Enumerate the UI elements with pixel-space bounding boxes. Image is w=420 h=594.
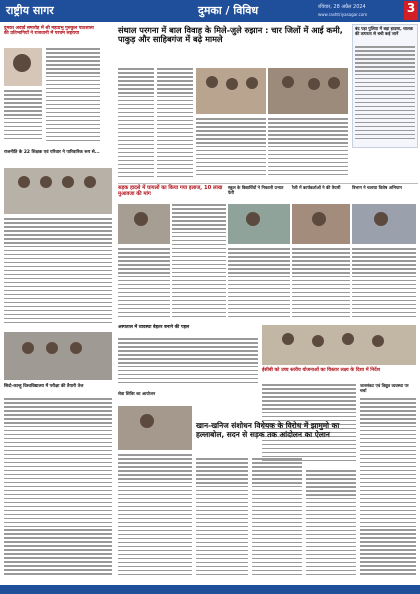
left-top-photo [4,48,42,86]
divider [118,183,418,184]
left-bottom-headline: राजनीति के 22 शिक्षक एवं परिवार ने पारिवारिक रूप से... [4,150,100,155]
right-top-body [355,46,415,144]
left-top-headline: दुमका अवार्ड समारोह में श्री महाप्रभु गुरुकुल पाठशाला की प्रतिभागियों ने राजधानी में परचम लहराया [4,26,94,37]
bottom-big-body-2 [252,458,302,580]
right-top-headline: बंद पड़ा पुलिया में बड़ा हादसा, चालक की तत्परता से बची कई जानें [355,26,413,36]
middle-photo-4 [352,204,416,244]
bottom-big-headline: खान-खनिज संशोधन विधेयक के विरोध में झामुमो का हल्लाबोल, सदन से सड़क तक आंदोलन का ऐलान [196,421,340,439]
middle-headline-1: सड़क हादसे में घायलों का किया गया इलाज, 10 लाख मुआवजा की मांग [118,185,223,197]
bottom-middle-body [118,454,192,580]
website: www.rashtriyasagar.com [318,12,368,17]
middle-headline-3: रैली में कार्यकर्ताओं ने की तैयारी [292,185,341,190]
main-body-col-3 [196,118,266,180]
main-body-col-2 [157,68,193,180]
issue-date: रविवार, 28 अप्रैल 2024 [318,4,366,10]
bottom-big-body-1 [196,458,248,580]
footer-band [0,585,420,594]
middle-body-4 [292,248,350,322]
left-top-body [46,48,100,144]
masthead [0,0,420,22]
section-title: दुमका / विविध [198,4,259,17]
middle-body-1 [172,204,226,322]
main-body-col-4 [268,118,348,180]
bottom-left-body [4,398,112,580]
middle-body-5 [352,248,416,322]
middle-body-3 [228,248,290,322]
main-headline: संथाल परगना में बाल विवाह के मिले-जुले रुझान : चार जिलों में आई कमी, पाकुड़ और साहिबगंज में बढ़े मामले [118,25,343,45]
middle-photo-3 [292,204,350,244]
right-small-body [360,398,416,580]
bottom-left-headline: सिदो-कान्हू विश्वविद्यालय में परीक्षा की तैयारी तेज [4,384,84,389]
middle-headline-2: स्कूल के विद्यार्थियों ने निकाली प्रभात फेरी [228,185,284,195]
main-photo-2 [268,68,348,114]
middle-photo-2 [228,204,290,244]
newspaper-title: राष्ट्रीय सागर [6,4,54,17]
middle-headline-4: विभाग ने चलाया विशेष अभियान [352,185,402,190]
middle-headline-5: अस्पताल में व्यवस्था बेहतर बनाने की पहल [118,325,190,330]
right-middle-headline: ईसीबी को उच्च स्तरीय योजनाओं का विस्तार लक्ष्य के दिशा में निर्देश [262,368,380,373]
bottom-big-body-3 [306,470,356,580]
left-lower-photo [4,332,112,380]
main-body-col-1 [118,68,154,180]
page-number: 3 [404,1,418,20]
bottom-middle-photo [118,406,192,450]
right-middle-photo [262,325,416,365]
left-top-body-b [4,90,42,144]
bottom-right-small-headline: सेवा शिविर का आयोजन [118,391,156,396]
middle-photo-1 [118,204,170,244]
left-bottom-photo [4,168,112,214]
left-bottom-body [4,218,112,328]
right-small-headline: जलसंकट एवं विद्युत व्यवस्था पर चर्चा [360,383,409,393]
middle-5-body [118,338,258,388]
middle-body-2 [118,248,170,322]
main-photo-1 [196,68,266,114]
